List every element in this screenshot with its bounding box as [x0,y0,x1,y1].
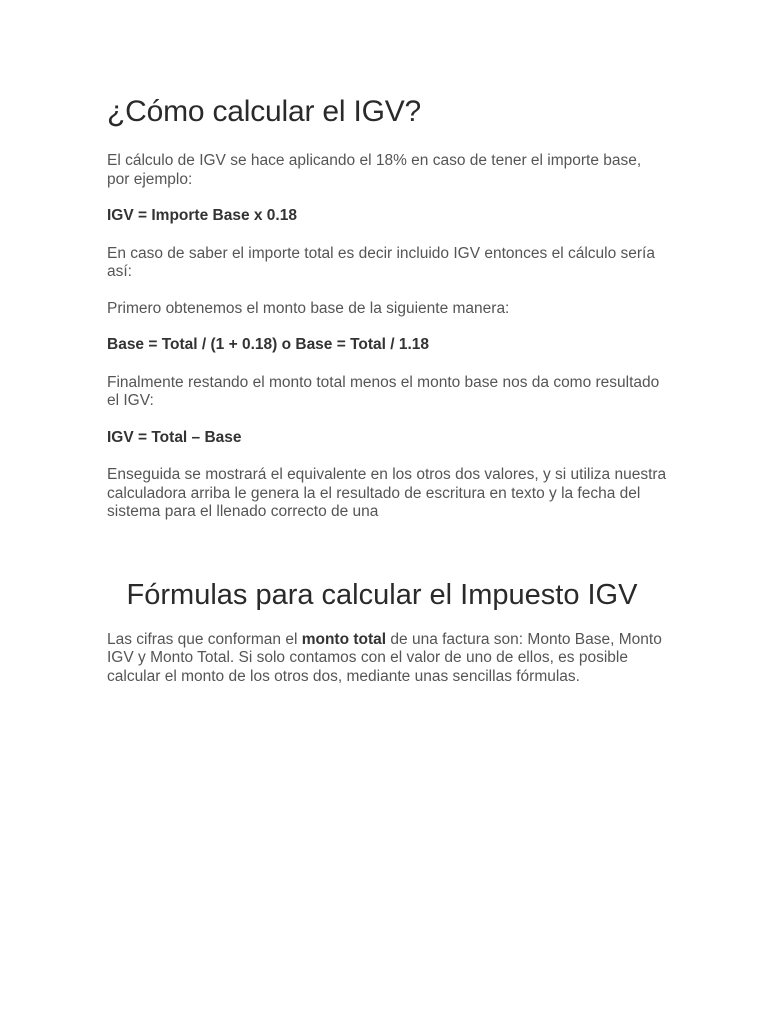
paragraph-monto-total-end: de una factura son: Monto Base, Monto IGV y Monto Total. Si solo contamos con el valor de uno de ellos, es posible calcular el monto de los otros dos, mediante unas sencillas fórmulas. [107,630,662,685]
paragraph-igv-intro: El cálculo de IGV se hace aplicando el 18% en caso de tener el importe base, por ejemplo: [107,152,642,188]
section-title-formulas: Fórmulas para calcular el Impuesto IGV [126,578,638,611]
formula-base-from-total: Base = Total / (1 + 0.18) o Base = Total / 1.18 [107,336,430,353]
document-content [107,92,667,704]
paragraph-subtract: Finalmente restando el monto total menos el monto base nos da como resultado el IGV: [107,373,660,409]
paragraph-calculator-note: Enseguida se mostrará el equivalente en los otros dos valores, y si utiliza nuestra calculadora arriba le genera la el resultado de escritura en texto y la fecha del sistema para el llenado correcto de una [107,466,667,520]
section-title-como-calcular: ¿Cómo calcular el IGV? [107,95,422,128]
formula-igv-from-total: IGV = Total – Base [107,428,242,446]
formula-igv-from-base: IGV = Importe Base x 0.18 [107,207,297,224]
paragraph-total-case: En caso de saber el importe total es decir incluido IGV entonces el cálculo sería así: [107,244,655,280]
paragraph-monto-total [107,631,667,687]
paragraph-monto-total-start: Las cifras que conforman el [107,630,302,648]
monto-total-emphasis: monto total [301,630,387,648]
paragraph-base-first: Primero obtenemos el monto base de la siguiente manera: [107,299,510,317]
